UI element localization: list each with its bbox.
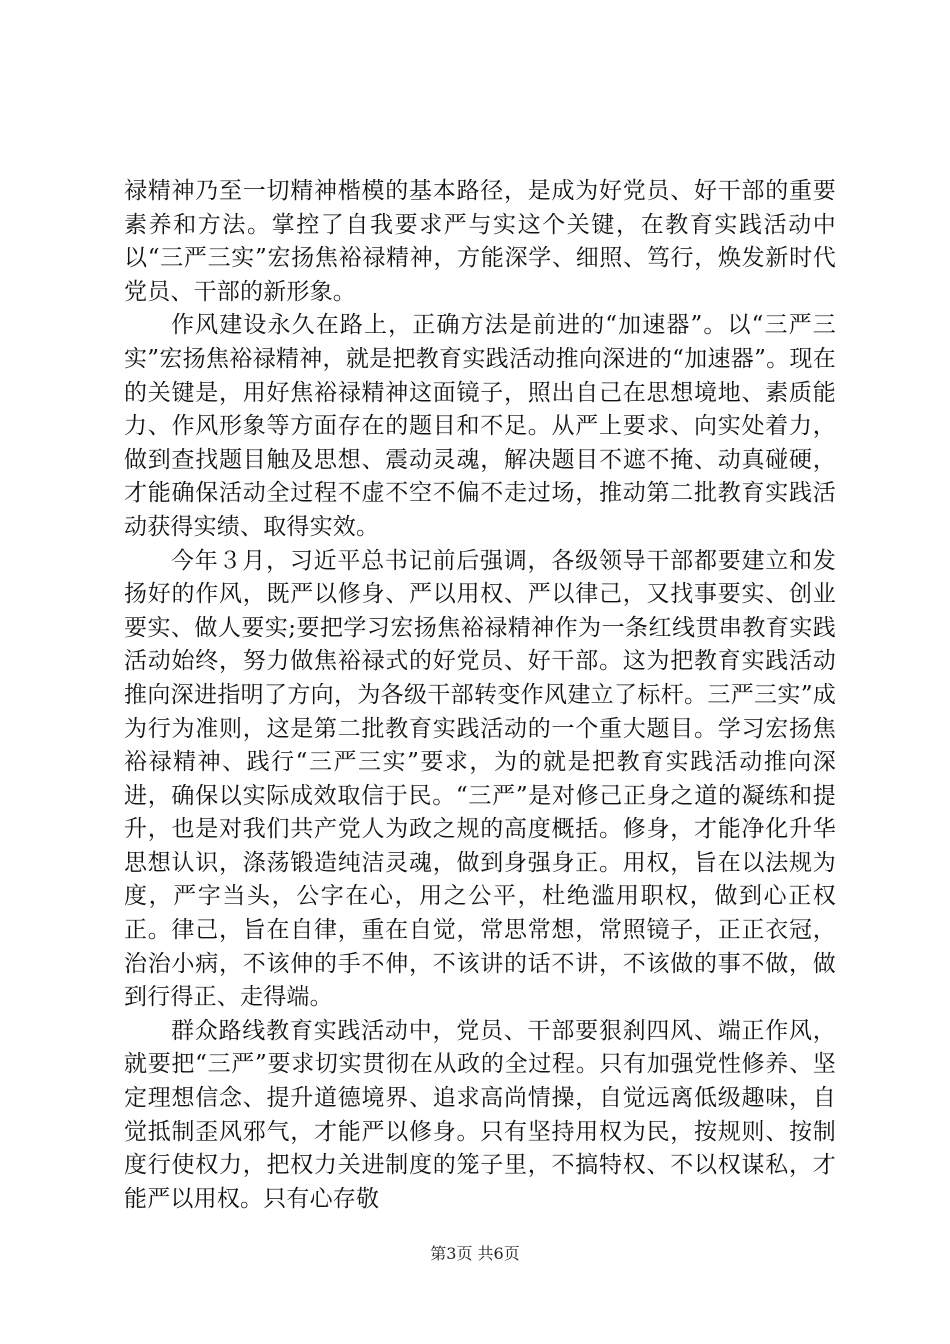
paragraph-1: 禄精神乃至一切精神楷模的基本路径，是成为好党员、好干部的重要素养和方法。掌控了自我要求严与实这个关键，在教育实践活动中以“三严三实”宏扬焦裕禄精神，方能深学、细照、笃行，焕发新时代党员、干部的新形象。 (124, 178, 836, 305)
paragraph-3: 今年３月，习近平总书记前后强调，各级领导干部都要建立和发扬好的作风，既严以修身、严以用权、严以律己，又找事要实、创业要实、做人要实;要把学习宏扬焦裕禄精神作为一条红线贯串教育实践活动始终，努力做焦裕禄式的好党员、好干部。这为把教育实践活动推向深进指明了方向，为各级干部转变作风建立了标杆。三严三实”成为行为准则，这是第二批教育实践活动的一个重大题目。学习宏扬焦裕禄精神、践行“三严三实”要求，为的就是把教育实践活动推向深进，确保以实际成效取信于民。“三严”是对修己正身之道的凝练和提升，也是对我们共产党人为政之规的高度概括。修身，才能净化升华思想认识，涤荡锻造纯洁灵魂，做到身强身正。用权，旨在以法规为度，严字当头，公字在心，用之公平，杜绝滥用职权，做到心正权正。律己，旨在自律，重在自觉，常思常想，常照镜子，正正衣冠，治治小病，不该伸的手不伸，不该讲的话不讲，不该做的事不做，做到行得正、走得端。 (124, 547, 836, 1011)
paragraph-4: 群众路线教育实践活动中，党员、干部要狠刹四风、端正作风，就要把“三严”要求切实贯彻在从政的全过程。只有加强党性修养、坚定理想信念、提升道德境界、追求高尚情操，自觉远离低级趣味，自觉抵制歪风邪气，才能严以修身。只有坚持用权为民，按规则、按制度行使权力，把权力关进制度的笼子里，不搞特权、不以权谋私，才能严以用权。只有心存敬 (124, 1017, 836, 1212)
document-body (124, 175, 836, 1216)
page-number-footer: 第3页 共6页 (430, 1244, 520, 1263)
paragraph-2: 作风建设永久在路上，正确方法是前进的“加速器”。以“三严三实”宏扬焦裕禄精神，就是把教育实践活动推向深进的“加速器”。现在的关键是，用好焦裕禄精神这面镜子，照出自己在思想境地、素质能力、作风形象等方面存在的题目和不足。从严上要求、向实处着力，做到查找题目触及思想、震动灵魂，解决题目不遮不掩、动真碰硬，才能确保活动全过程不虚不空不偏不走过场，推动第二批教育实践活动获得实绩、取得实效。 (124, 312, 836, 540)
